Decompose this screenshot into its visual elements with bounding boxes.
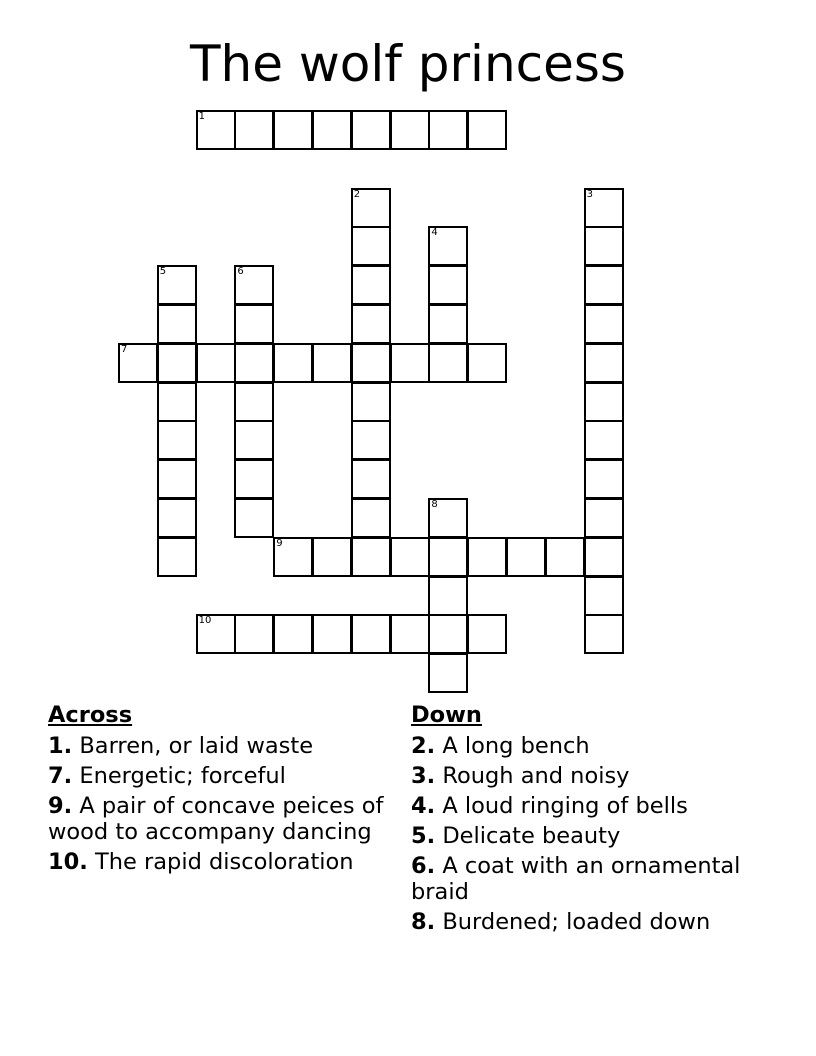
grid-cell[interactable] [234,343,274,383]
grid-cell[interactable] [390,343,430,383]
grid-cell[interactable] [234,110,274,150]
grid-cell[interactable] [428,537,468,577]
grid-cell[interactable] [351,614,391,654]
grid-cell[interactable] [273,343,313,383]
clue-text: A loud ringing of bells [435,793,688,819]
grid-cell[interactable] [467,614,507,654]
grid-cell[interactable] [584,420,624,460]
grid-cell[interactable] [545,537,585,577]
grid-cell[interactable] [157,498,197,538]
grid-cell[interactable] [428,304,468,344]
grid-cell[interactable] [273,537,313,577]
clue-number: 3. [411,763,436,789]
clue-text: Barren, or laid waste [72,733,314,759]
grid-cell[interactable] [312,343,352,383]
grid-cell[interactable] [273,110,313,150]
clue-number: 1. [48,733,73,759]
cell-number: 8 [431,499,438,510]
clue-text: The rapid discoloration [87,849,354,875]
grid-cell[interactable] [351,265,391,305]
grid-cell[interactable] [584,537,624,577]
grid-cell[interactable] [584,382,624,422]
grid-cell[interactable] [351,343,391,383]
grid-cell[interactable] [428,110,468,150]
down-clue [411,763,771,789]
grid-cell[interactable] [428,265,468,305]
grid-cell[interactable] [351,382,391,422]
grid-cell[interactable] [312,537,352,577]
clue-text: A pair of concave peices of wood to accompany dancing [48,793,384,845]
grid-cell[interactable] [312,110,352,150]
down-clue [411,823,771,849]
grid-cell[interactable] [584,304,624,344]
clue-number: 4. [411,793,436,819]
grid-cell[interactable] [273,614,313,654]
down-heading: Down [411,702,482,728]
grid-cell[interactable] [584,343,624,383]
clue-number: 6. [411,853,436,879]
clue-number: 2. [411,733,436,759]
grid-cell[interactable] [157,265,197,305]
grid-cell[interactable] [351,304,391,344]
grid-cell[interactable] [467,343,507,383]
grid-cell[interactable] [351,188,391,228]
grid-cell[interactable] [390,537,430,577]
grid-cell[interactable] [157,382,197,422]
across-clue [48,793,393,845]
clue-number: 8. [411,909,436,935]
grid-cell[interactable] [467,537,507,577]
clue-text: Delicate beauty [435,823,621,849]
cell-number: 1 [198,111,205,122]
grid-cell[interactable] [351,420,391,460]
grid-cell[interactable] [157,304,197,344]
cell-number: 2 [353,188,361,200]
clue-number: 5. [411,823,436,849]
across-clue [48,763,393,789]
cell-number: 9 [276,537,283,549]
down-clue [411,793,771,819]
grid-cell[interactable] [351,110,391,150]
grid-cell[interactable] [584,226,624,266]
grid-cell[interactable] [234,382,274,422]
grid-cell[interactable] [428,576,468,616]
grid-cell[interactable] [351,226,391,266]
puzzle-title: The wolf princess [190,35,626,93]
grid-cell[interactable] [506,537,546,577]
grid-cell[interactable] [157,420,197,460]
clue-text: A coat with an ornamental braid [411,853,741,905]
clue-text: Energetic; forceful [72,763,286,789]
grid-cell[interactable] [584,614,624,654]
down-clue [411,733,771,759]
cell-number: 6 [237,266,244,278]
grid-cell[interactable] [584,188,624,228]
across-heading: Across [48,702,133,728]
cell-number: 7 [121,343,128,355]
grid-cell[interactable] [467,110,507,150]
grid-cell[interactable] [234,614,274,654]
grid-cell[interactable] [584,498,624,538]
grid-cell[interactable] [234,459,274,499]
grid-cell[interactable] [157,343,197,383]
grid-cell[interactable] [428,498,468,538]
clue-number: 10. [48,849,88,875]
grid-cell[interactable] [234,420,274,460]
grid-cell[interactable] [196,343,236,383]
across-clue [48,733,393,759]
cell-number: 5 [159,266,167,278]
grid-cell[interactable] [351,498,391,538]
grid-cell[interactable] [234,304,274,344]
grid-cell[interactable] [234,265,274,305]
grid-cell[interactable] [351,537,391,577]
grid-cell[interactable] [196,110,236,150]
grid-cell[interactable] [351,459,391,499]
grid-cell[interactable] [390,110,430,150]
grid-cell[interactable] [234,498,274,538]
cell-number: 3 [586,188,593,200]
grid-cell[interactable] [428,653,468,693]
cell-number: 10 [198,615,212,627]
clue-number: 7. [48,763,73,789]
grid-cell[interactable] [428,226,468,266]
across-clues [48,702,393,879]
grid-cell[interactable] [390,614,430,654]
down-clues [411,702,771,939]
grid-cell[interactable] [428,614,468,654]
clue-number: 9. [48,793,73,819]
grid-cell[interactable] [157,537,197,577]
grid-cell[interactable] [584,576,624,616]
clue-text: A long bench [435,733,590,759]
clue-text: Rough and noisy [435,763,630,789]
down-clue [411,853,771,905]
grid-cell[interactable] [196,614,236,654]
grid-cell[interactable] [428,343,468,383]
grid-cell[interactable] [118,343,158,383]
grid-cell[interactable] [312,614,352,654]
grid-cell[interactable] [584,459,624,499]
down-clue [411,909,771,935]
cell-number: 4 [431,227,438,239]
grid-cell[interactable] [584,265,624,305]
clue-text: Burdened; loaded down [435,909,711,935]
across-clue [48,849,393,875]
grid-cell[interactable] [157,459,197,499]
